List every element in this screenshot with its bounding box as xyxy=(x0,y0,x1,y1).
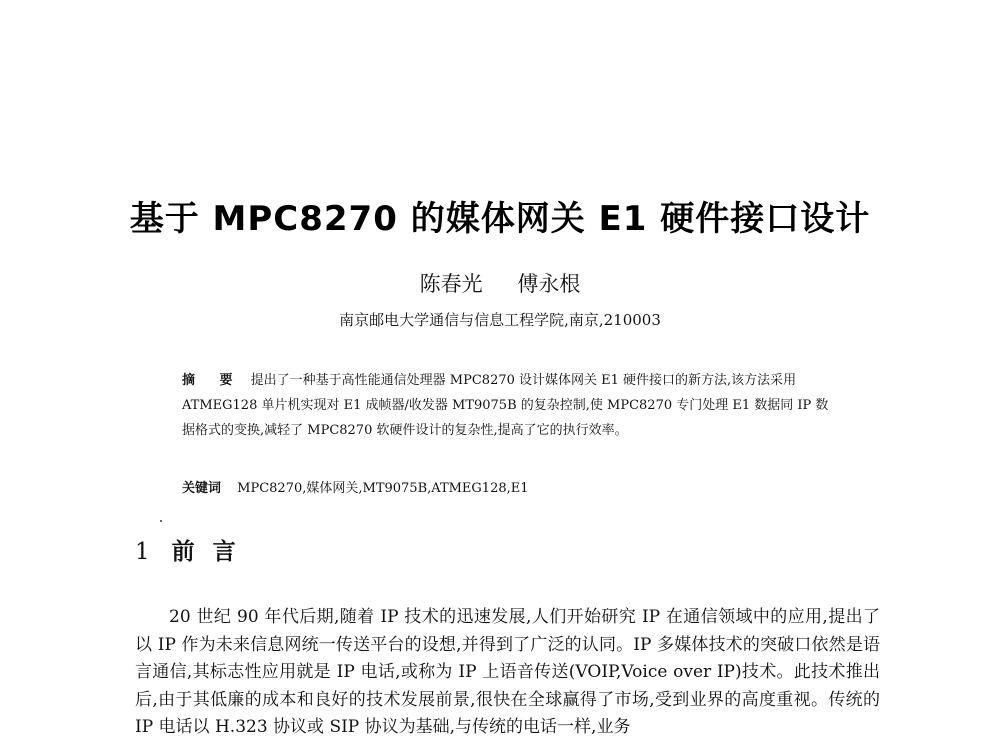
keywords-label: 关键词 xyxy=(182,481,222,496)
author-affiliation: 南京邮电大学通信与信息工程学院,南京,210003 xyxy=(339,311,661,329)
keywords-text: MPC8270,媒体网关,MT9075B,ATMEG128,E1 xyxy=(237,481,529,496)
abstract-block xyxy=(182,368,832,443)
keywords-block xyxy=(182,478,832,500)
paper-title: 基于 MPC8270 的媒体网关 E1 硬件接口设计 xyxy=(129,199,871,239)
abstract-text: 提出了一种基于高性能通信处理器 MPC8270 设计媒体网关 E1 硬件接口的新方法,该方法采用 ATMEG128 单片机实现对 E1 成帧器/收发器 MT9075B 的复杂控制,使 MPC8270 专门处理 E1 数据同 IP 数据格式的变换,减轻了 MPC8270 软硬件设计的复杂性,提高了它的执行效率。 xyxy=(182,373,829,438)
body-paragraph: 20 世纪 90 年代后期,随着 IP 技术的迅速发展,人们开始研究 IP 在通信领域中的应用,提出了以 IP 作为未来信息网统一传送平台的设想,并得到了广泛的认同。IP 多媒体技术的突破口依然是语言通信,其标志性应用就是 IP 电话,或称为 IP 上语音传送(VOIP,Voice over IP)技术。此技术推出后,由于其低廉的成本和良好的技术发展前景,很快在全球赢得了市场,受到业界的高度重视。传统的 IP 电话以 H.323 协议或 SIP 协议为基础,与传统的电话一样,业务 xyxy=(135,607,880,737)
paper-authors: 陈春光 傅永根 xyxy=(419,272,581,296)
stray-mark xyxy=(160,520,162,522)
section-heading xyxy=(135,536,254,568)
abstract-label: 摘 要 xyxy=(182,373,243,388)
section-number: 1 xyxy=(135,539,150,565)
section-title: 前言 xyxy=(171,539,254,565)
